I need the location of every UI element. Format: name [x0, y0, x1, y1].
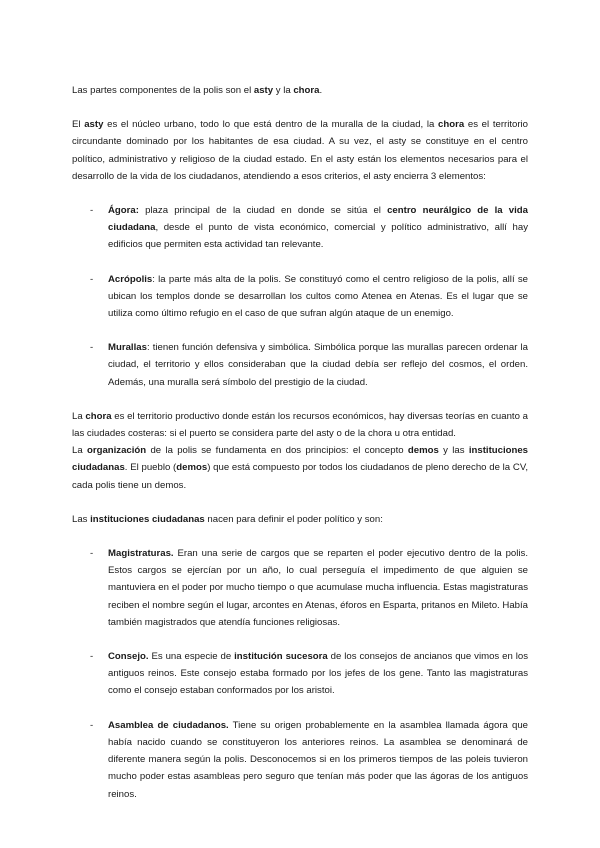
text-run: es el territorio productivo donde están los recursos económicos, hay diversas teorías en cuanto a las ciudades costeras: si el puerto se considera parte del asty o de la chora u otra entidad.: [72, 410, 528, 440]
bold-term: instituciones ciudadanas: [72, 445, 529, 474]
bold-term: Ágora:: [108, 205, 139, 217]
text-run: es el territorio circundante dominado por los habitantes de esa ciudad. A su vez, el asty se constituye en el centro político, administrativo y religioso de la ciudad estado. En el asty están los elementos necesarios para el desarrollo de la vida de los ciudadanos, atendiendo a esos criterios, el asty encierra 3 elementos:: [72, 119, 528, 182]
text-run: y la: [273, 85, 294, 96]
bold-term: demos: [176, 462, 208, 474]
text-run: y las: [438, 445, 469, 457]
text-run: Es una especie de: [148, 651, 235, 663]
list-item-asamblea: [90, 717, 528, 803]
bold-term: Consejo.: [108, 651, 149, 663]
list-item-agora: [90, 202, 528, 254]
bold-term: institución sucesora: [234, 651, 328, 663]
asty-definition-paragraph: [72, 116, 528, 185]
text-run: . El pueblo (: [124, 462, 177, 474]
bold-term: asty: [84, 119, 104, 131]
text-run: es el núcleo urbano, todo lo que está dentro de la muralla de la ciudad, la: [103, 119, 439, 131]
bold-term: organización: [86, 445, 147, 457]
list-dash: -: [90, 205, 94, 217]
list-item-text: [108, 339, 528, 391]
chora-paragraph: [72, 408, 528, 442]
list-item-text: [108, 202, 528, 254]
text-run: plaza principal de la ciudad en donde se sitúa el: [138, 205, 388, 217]
text-run: : tienen función defensiva y simbólica. Simbólica porque las murallas parecen ordenar la ciudad, el territorio y ellos consideraban que la ciudad debía ser reflejo del cosmos, el orden. Además, una muralla será símbolo del prestigio de la ciudad.: [108, 342, 528, 388]
organization-paragraph: [72, 442, 528, 494]
document-body: [72, 82, 528, 803]
bold-term: Asamblea de ciudadanos.: [108, 719, 229, 731]
text-run: .: [319, 85, 323, 96]
text-run: El: [72, 119, 85, 131]
text-run: Las: [72, 513, 91, 525]
bold-term: Murallas: [108, 342, 147, 354]
text-run: nacen para definir el poder político y son:: [204, 513, 383, 525]
list-item-acropolis: [90, 271, 528, 323]
intro-paragraph: [72, 82, 528, 99]
text-run: , desde el punto de vista económico, comercial y político administrativo, allí hay edificios que permiten esta actividad tan relevante.: [108, 222, 528, 251]
bold-term: Magistraturas.: [108, 548, 174, 560]
bold-term: centro neurálgico de la vida ciudadana: [108, 205, 529, 234]
text-run: La: [72, 445, 87, 457]
bold-term: demos: [407, 445, 439, 457]
list-item-murallas: [90, 339, 528, 391]
institutions-intro-paragraph: [72, 511, 528, 528]
list-dash: -: [90, 342, 94, 354]
text-run: : la parte más alta de la polis. Se constituyó como el centro religioso de la polis, allí se ubican los templos donde se desarrollan los cultos como Atenea en Atenas. Es el lugar que se utiliza como último refugio en el caso de que sufran algún ataque de un enemigo.: [108, 273, 528, 320]
bold-term: chora: [85, 410, 112, 422]
bold-term: Acrópolis: [108, 273, 153, 285]
list-dash: -: [90, 548, 94, 560]
list-dash: -: [90, 273, 94, 285]
bold-term: chora: [438, 119, 465, 131]
text-run: Las partes componentes de la polis son el: [72, 85, 254, 96]
bold-term: asty: [253, 85, 274, 96]
list-dash: -: [90, 719, 94, 731]
text-run: Tiene su origen probablemente en la asamblea llamada ágora que había nacido cuando se constituyeron los anteriores reinos. La asamblea se denominará de diferente manera según la polis. Desconocemos si en los primeros tiempos de las poleis tuvieron mucho poder estas asambleas pero seguro que tenían más poder que las ágoras de los antiguos reinos.: [108, 719, 529, 800]
list-dash: -: [90, 651, 94, 663]
list-item-magistraturas: [90, 545, 528, 631]
list-item-text: [108, 717, 528, 803]
list-item-text: [108, 648, 528, 700]
list-item-text: [108, 545, 528, 631]
text-run: Eran una serie de cargos que se reparten el poder ejecutivo dentro de la polis. Estos cargos se ejercían por un año, lo cual perseguía el impedimento de que alguien se mantuviera en el poder por mucho tiempo o que acumulase mucha influencia. Estas magistraturas reciben el nombre según el lugar, arcontes en Atenas, éforos en Esparta, pritanos en Mileto. Había también magistrados que atendía funciones religiosas.: [108, 548, 528, 628]
text-run: La: [72, 410, 86, 422]
text-run: de los consejos de ancianos que vimos en los antiguos reinos. Este consejo estaba formado por los jefes de los gene. Tanto las magistraturas como el consejo estaban conformados por los aristoi.: [108, 651, 529, 697]
text-run: de la polis se fundamenta en dos principios: el concepto: [146, 445, 408, 457]
bold-term: instituciones ciudadanas: [90, 513, 205, 525]
bold-term: chora: [293, 85, 320, 96]
list-item-consejo: [90, 648, 528, 700]
text-run: ) que está compuesto por todos los ciudadanos de pleno derecho de la CV, cada polis tiene un demos.: [72, 462, 528, 491]
list-item-text: [108, 271, 528, 323]
